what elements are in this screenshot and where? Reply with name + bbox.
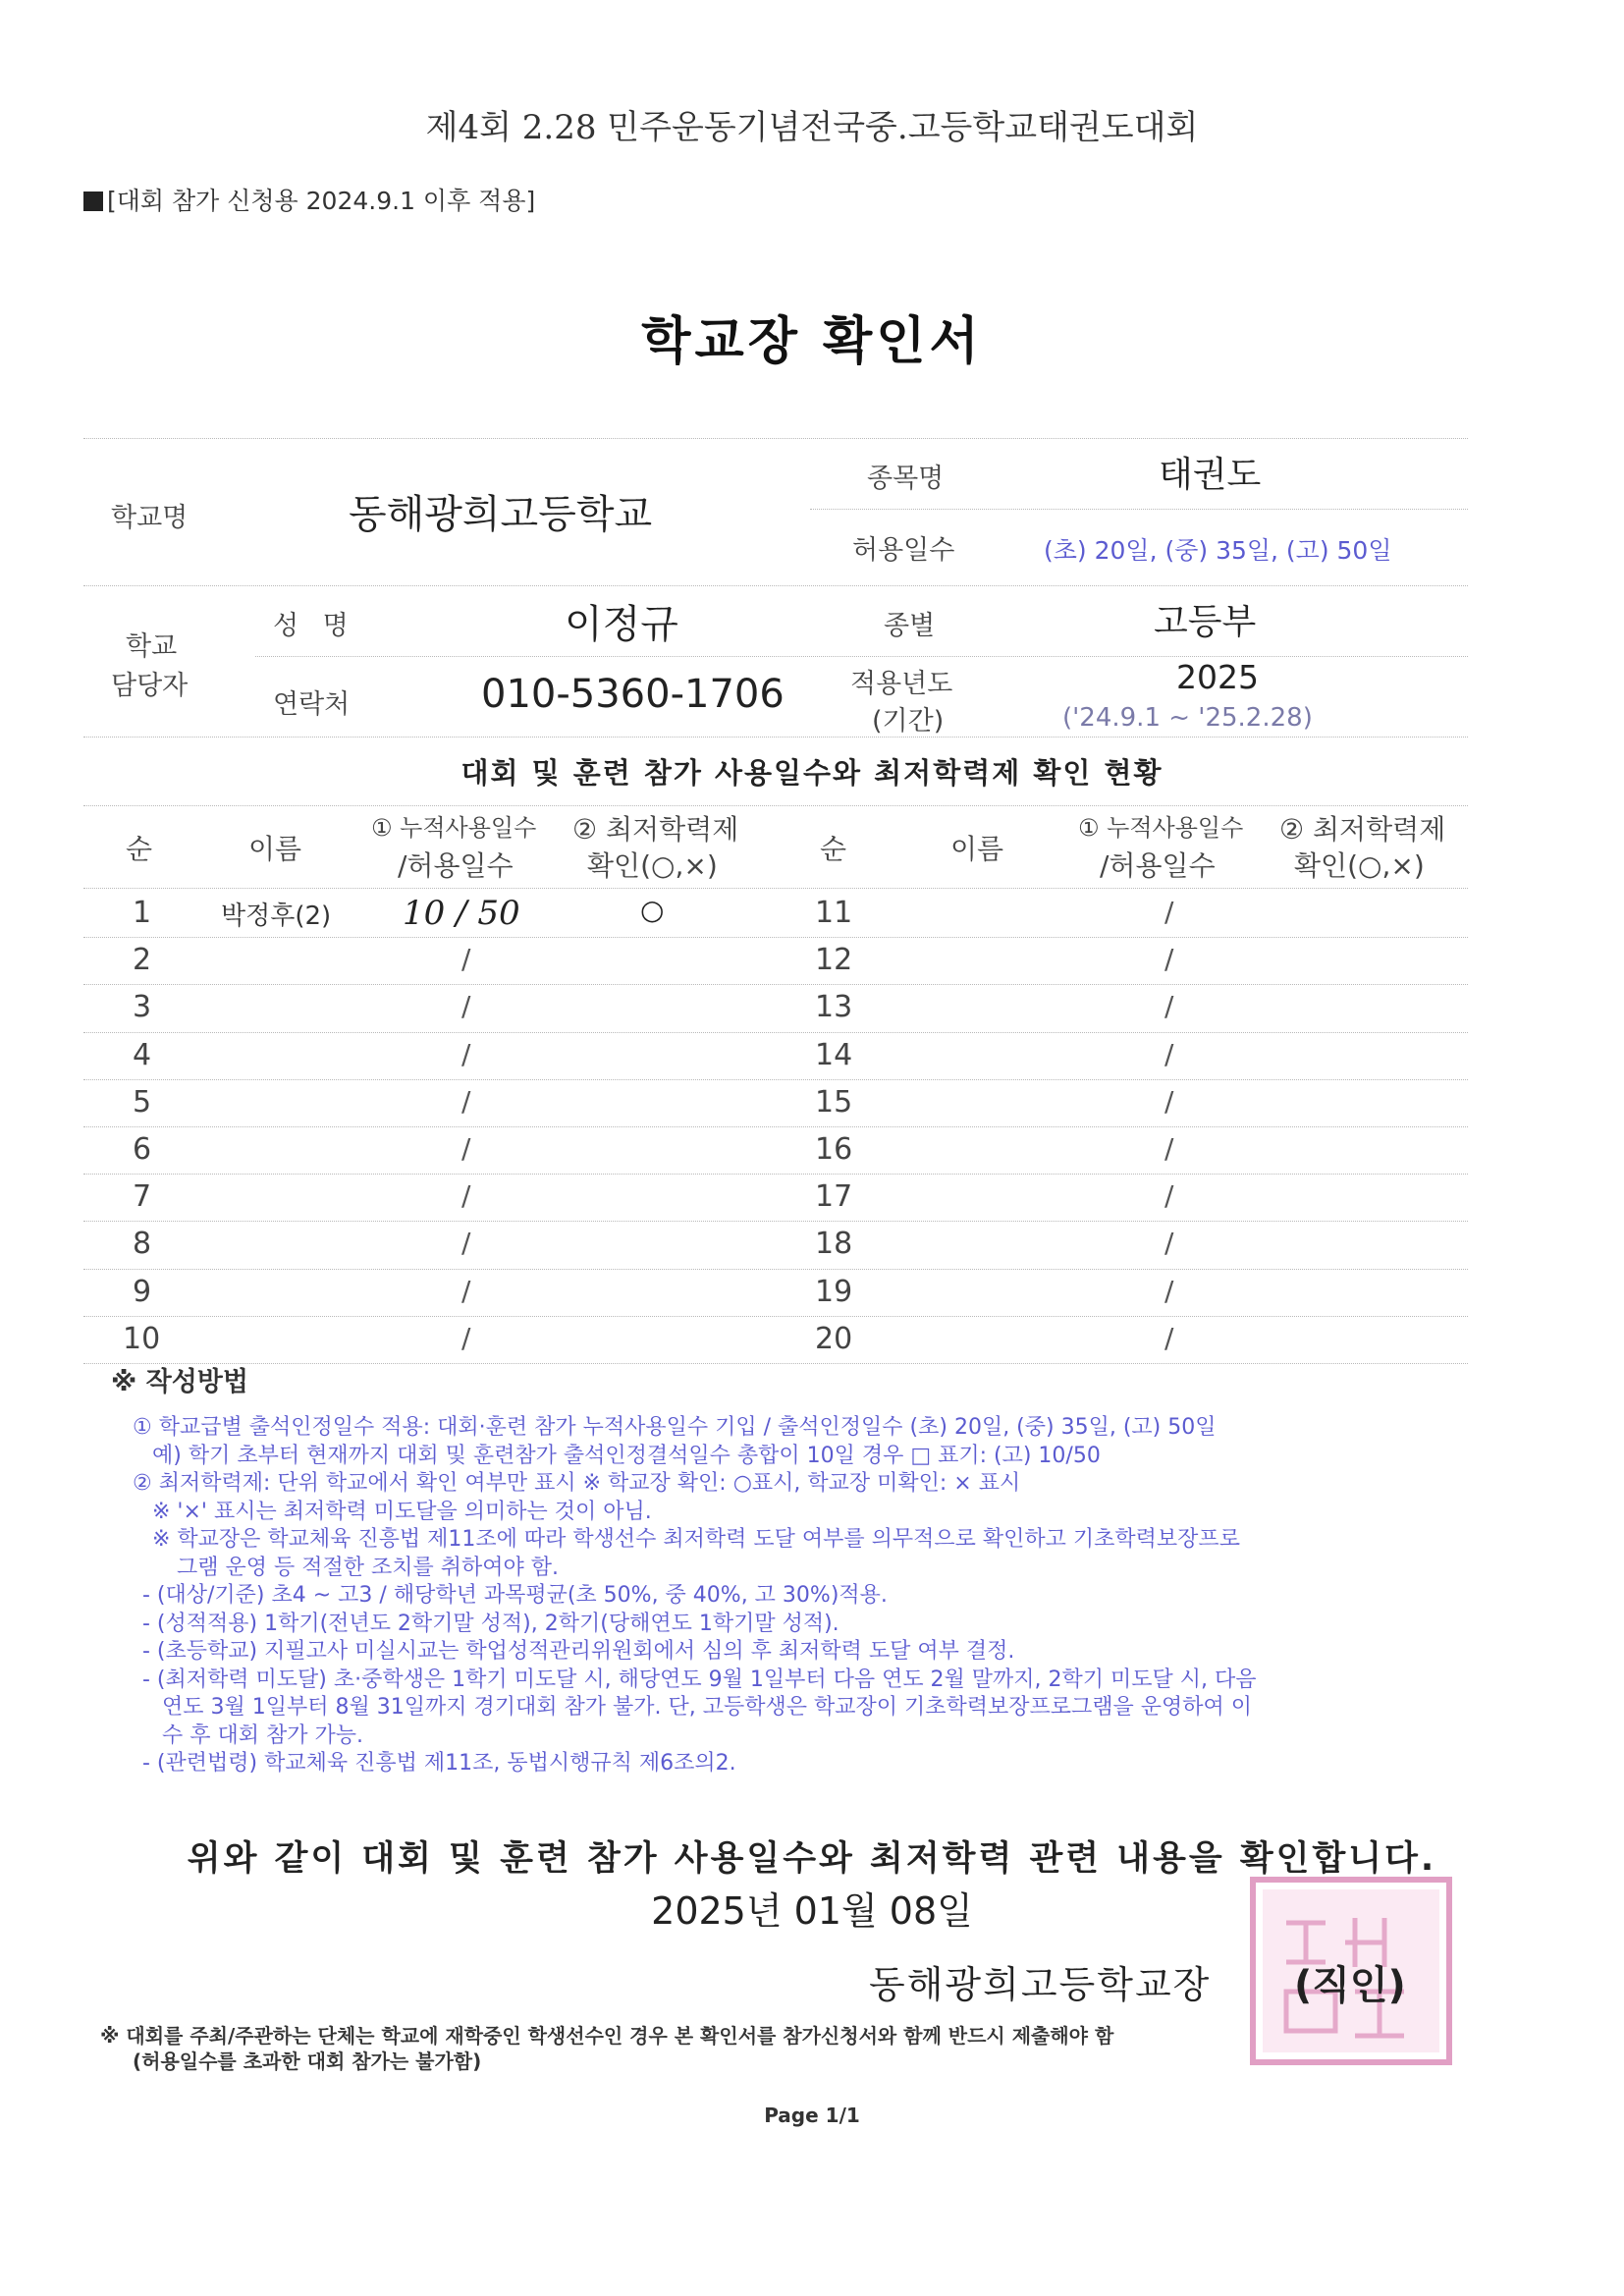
row-number: 2 xyxy=(133,943,152,978)
note-line: - (대상/기준) 초4 ~ 고3 / 해당학년 과목평균(초 50%, 중 40%, 고 30%)적용. xyxy=(142,1583,888,1608)
row-number: 10 xyxy=(123,1321,161,1356)
days-used: / xyxy=(1164,1321,1174,1354)
col-name-right: 이름 xyxy=(950,833,1004,865)
note-line: 수 후 대회 참가 가능. xyxy=(162,1722,363,1748)
school-name: 동해광희고등학교 xyxy=(349,492,653,537)
sport-label: 종목명 xyxy=(867,464,945,494)
row-number: 14 xyxy=(815,1037,853,1072)
note-line: ① 학교급별 출석인정일수 적용: 대회·훈련 참가 누적사용일수 기입 / 출석인정일수 (초) 20일, (중) 35일, (고) 50일 xyxy=(133,1415,1217,1440)
division-label: 종별 xyxy=(884,611,936,641)
note-line: ② 최저학력제: 단위 학교에서 확인 여부만 표시 ※ 학교장 확인: ○표시, 학교장 미확인: × 표시 xyxy=(133,1471,1021,1496)
days-used: / xyxy=(461,1274,471,1307)
days-used: / xyxy=(461,1179,471,1213)
row-number: 19 xyxy=(815,1274,853,1309)
footer-line1: ※ 대회를 주최/주관하는 단체는 학교에 재학중인 학생선수인 경우 본 확인서를 참가신청서와 함께 반드시 제출해야 함 xyxy=(100,2024,1114,2048)
days-used: / xyxy=(461,1321,471,1354)
col-days-left-2: /허용일수 xyxy=(398,849,514,882)
note-line: - (최저학력 미도달) 초·중학생은 1학기 미도달 시, 해당연도 9월 1일부터 다음 연도 2월 말까지, 2학기 미도달 시, 다음 xyxy=(142,1667,1257,1692)
principal-name: 동해광희고등학교장 xyxy=(869,1963,1212,2006)
row-number: 9 xyxy=(133,1274,152,1309)
row-number: 18 xyxy=(815,1227,853,1262)
sport-value: 태권도 xyxy=(1159,455,1262,495)
confirmation-statement: 위와 같이 대회 및 훈련 참가 사용일수와 최저학력 관련 내용을 확인합니다. xyxy=(187,1839,1437,1879)
row-number: 12 xyxy=(815,943,853,978)
contact-label: 연락처 xyxy=(273,689,351,720)
col-min-right-2: 확인(○,×) xyxy=(1294,849,1425,882)
row-number: 7 xyxy=(133,1179,152,1215)
min-score-check: ○ xyxy=(640,894,665,926)
black-square-icon xyxy=(83,191,103,211)
contact-value: 010-5360-1706 xyxy=(481,672,785,717)
days-used: / xyxy=(461,1227,471,1260)
note-line: ※ 학교장은 학교체육 진흥법 제11조에 따라 학생선수 최저학력 도달 여부를 의무적으로 확인하고 기초학력보장프로 xyxy=(152,1527,1240,1552)
note-line: 예) 학기 초부터 현재까지 대회 및 훈련참가 출석인정결석일수 총합이 10일 경우 □ 표기: (고) 10/50 xyxy=(152,1443,1101,1468)
days-used: / xyxy=(461,1037,471,1070)
year-value: 2025 xyxy=(1176,658,1259,696)
page-number: Page 1/1 xyxy=(764,2104,860,2127)
row-number: 13 xyxy=(815,990,853,1025)
allowed-days-label: 허용일수 xyxy=(852,535,955,566)
days-used: 10 / 50 xyxy=(403,894,520,933)
manager-label-line2: 담당자 xyxy=(111,671,189,701)
row-number: 1 xyxy=(133,896,152,930)
col-min-left-1: ② 최저학력제 xyxy=(572,813,739,846)
row-number: 20 xyxy=(815,1321,853,1356)
note-line: - (초등학교) 지필고사 미실시교는 학업성적관리위원회에서 심의 후 최저학력 도달 여부 결정. xyxy=(142,1639,1015,1664)
days-used: / xyxy=(1164,1274,1174,1307)
row-number: 5 xyxy=(133,1084,152,1120)
col-no-left: 순 xyxy=(126,833,153,865)
col-days-right-1: ① 누적사용일수 xyxy=(1078,814,1244,842)
row-number: 15 xyxy=(815,1084,853,1120)
days-used: / xyxy=(1164,990,1174,1023)
year-label-line1: 적용년도 xyxy=(850,669,953,699)
name-label: 성 명 xyxy=(273,611,356,641)
col-days-left-1: ① 누적사용일수 xyxy=(371,814,537,842)
usage-note-text: [대회 참가 신청용 2024.9.1 이후 적용] xyxy=(107,187,536,215)
col-no-right: 순 xyxy=(820,833,847,865)
days-used: / xyxy=(1164,943,1174,976)
days-used: / xyxy=(1164,1037,1174,1070)
days-used: / xyxy=(1164,1084,1174,1118)
division-value: 고등부 xyxy=(1154,602,1257,642)
period-value: ('24.9.1 ~ '25.2.28) xyxy=(1062,703,1313,733)
note-line: - (관련법령) 학교체육 진흥법 제11조, 동법시행규칙 제6조의2. xyxy=(142,1751,736,1776)
manager-name: 이정규 xyxy=(565,602,678,647)
note-line: 연도 3월 1일부터 8월 31일까지 경기대회 참가 불가. 단, 고등학생은 학교장이 기초학력보장프로그램을 운영하여 이 xyxy=(162,1695,1252,1720)
days-used: / xyxy=(461,1084,471,1118)
row-number: 3 xyxy=(133,990,152,1025)
school-label: 학교명 xyxy=(111,503,189,533)
row-number: 16 xyxy=(815,1132,853,1167)
col-name-left: 이름 xyxy=(248,833,302,865)
note-line: - (성적적용) 1학기(전년도 2학기말 성적), 2학기(당해연도 1학기말 성적). xyxy=(142,1611,839,1636)
col-min-left-2: 확인(○,×) xyxy=(587,849,718,882)
notes-heading: ※ 작성방법 xyxy=(111,1367,248,1397)
row-number: 11 xyxy=(815,896,853,930)
days-used: / xyxy=(1164,1227,1174,1260)
footer-line2: (허용일수를 초과한 대회 참가는 불가함) xyxy=(133,2050,482,2073)
usage-note xyxy=(83,182,535,217)
allowed-days-value: (초) 20일, (중) 35일, (고) 50일 xyxy=(1044,536,1392,565)
days-used: / xyxy=(461,990,471,1023)
document-title: 학교장 확인서 xyxy=(641,312,983,371)
confirmation-date: 2025년 01월 08일 xyxy=(651,1889,973,1933)
row-number: 8 xyxy=(133,1227,152,1262)
manager-label-line1: 학교 xyxy=(126,631,178,662)
col-min-right-1: ② 최저학력제 xyxy=(1279,813,1446,846)
days-used: / xyxy=(1164,1132,1174,1165)
row-number: 6 xyxy=(133,1132,152,1167)
days-used: / xyxy=(1164,1179,1174,1213)
days-used: / xyxy=(461,1132,471,1165)
col-days-right-2: /허용일수 xyxy=(1100,849,1216,882)
event-title: 제4회 2.28 민주운동기념전국중.고등학교태권도대회 xyxy=(425,108,1199,147)
year-label-line2: (기간) xyxy=(872,706,945,737)
seal-label: (직인) xyxy=(1294,1963,1406,2008)
days-used: / xyxy=(1164,896,1174,928)
section-title: 대회 및 훈련 참가 사용일수와 최저학력제 확인 현황 xyxy=(460,756,1164,790)
note-line: ※ '×' 표시는 최저학력 미도달을 의미하는 것이 아님. xyxy=(152,1499,652,1524)
row-number: 17 xyxy=(815,1179,853,1215)
note-line: 그램 운영 등 적절한 조치를 취하여야 함. xyxy=(177,1555,559,1580)
student-name: 박정후(2) xyxy=(221,902,332,931)
row-number: 4 xyxy=(133,1037,152,1072)
days-used: / xyxy=(461,943,471,976)
